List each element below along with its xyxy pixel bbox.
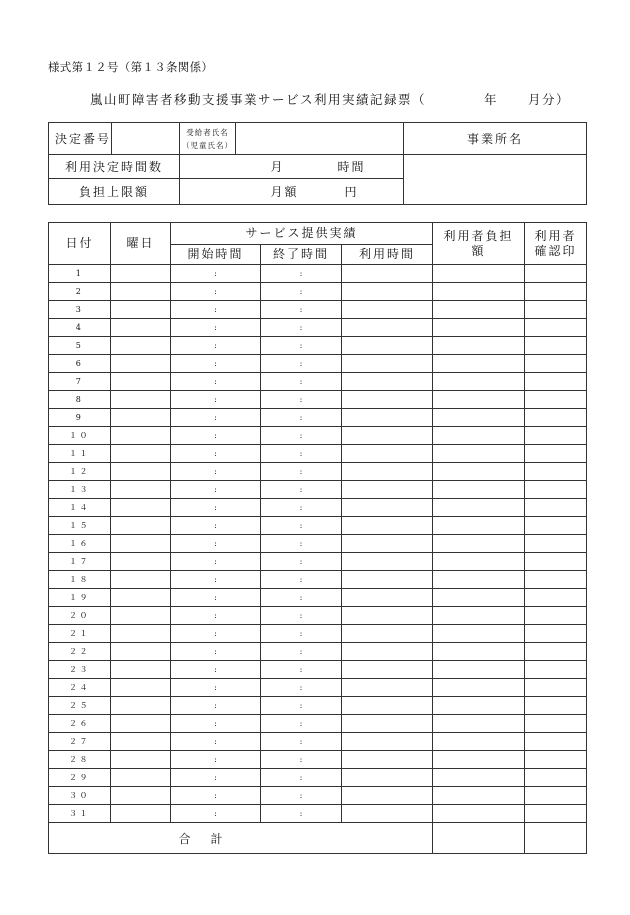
weekday-cell[interactable] (111, 661, 171, 679)
end-time-cell[interactable]: : (261, 265, 342, 283)
start-time-cell[interactable]: : (171, 571, 261, 589)
start-time-cell[interactable]: : (171, 769, 261, 787)
start-time-cell[interactable]: : (171, 787, 261, 805)
user-seal-cell[interactable] (525, 625, 587, 643)
user-seal-cell[interactable] (525, 391, 587, 409)
table-row (49, 337, 587, 355)
table-row (49, 553, 587, 571)
decision-number-value[interactable] (112, 123, 180, 155)
weekday-cell[interactable] (111, 265, 171, 283)
user-seal-cell[interactable] (525, 517, 587, 535)
end-time-cell[interactable]: : (261, 571, 342, 589)
usage-time-cell[interactable] (342, 787, 433, 805)
weekday-cell[interactable] (111, 589, 171, 607)
weekday-cell[interactable] (111, 517, 171, 535)
usage-time-cell[interactable] (342, 805, 433, 823)
start-time-cell[interactable]: : (171, 391, 261, 409)
end-time-cell[interactable]: : (261, 427, 342, 445)
office-name-label: 事業所名 (404, 123, 587, 155)
total-burden-value[interactable] (433, 823, 525, 854)
end-time-cell[interactable]: : (261, 787, 342, 805)
table-row (49, 535, 587, 553)
day-number: 7 (49, 373, 111, 391)
usage-time-cell[interactable] (342, 517, 433, 535)
start-time-cell[interactable]: : (171, 679, 261, 697)
start-time-cell[interactable]: : (171, 445, 261, 463)
user-seal-cell[interactable] (525, 427, 587, 445)
usage-time-cell[interactable] (342, 265, 433, 283)
user-burden-cell[interactable] (433, 697, 525, 715)
office-name-value[interactable] (404, 155, 587, 205)
table-row (49, 517, 587, 535)
table-row (49, 805, 587, 823)
burden-limit-value[interactable] (180, 179, 404, 205)
user-seal-cell[interactable] (525, 553, 587, 571)
end-time-cell[interactable]: : (261, 391, 342, 409)
end-time-cell[interactable]: : (261, 715, 342, 733)
start-time-cell[interactable]: : (171, 733, 261, 751)
day-number: 5 (49, 337, 111, 355)
day-number: １３ (49, 481, 111, 499)
end-time-cell[interactable]: : (261, 697, 342, 715)
user-seal-cell[interactable] (525, 499, 587, 517)
usage-time-cell[interactable] (342, 481, 433, 499)
weekday-cell[interactable] (111, 337, 171, 355)
user-burden-cell[interactable] (433, 535, 525, 553)
user-seal-cell[interactable] (525, 715, 587, 733)
user-seal-cell[interactable] (525, 283, 587, 301)
weekday-cell[interactable] (111, 355, 171, 373)
usage-time-cell[interactable] (342, 553, 433, 571)
usage-time-cell[interactable] (342, 463, 433, 481)
end-time-cell[interactable]: : (261, 463, 342, 481)
start-time-cell[interactable]: : (171, 373, 261, 391)
user-seal-cell[interactable] (525, 679, 587, 697)
day-number: １５ (49, 517, 111, 535)
user-seal-cell[interactable] (525, 301, 587, 319)
weekday-cell[interactable] (111, 787, 171, 805)
end-time-cell[interactable]: : (261, 679, 342, 697)
weekday-cell[interactable] (111, 697, 171, 715)
user-seal-cell[interactable] (525, 661, 587, 679)
user-seal-cell[interactable] (525, 319, 587, 337)
hours-unit: 時間 (337, 160, 366, 174)
start-time-cell[interactable]: : (171, 265, 261, 283)
user-burden-cell[interactable] (433, 517, 525, 535)
weekday-cell[interactable] (111, 427, 171, 445)
usage-time-cell[interactable] (342, 445, 433, 463)
weekday-cell[interactable] (111, 301, 171, 319)
recipient-name-label (180, 123, 236, 155)
user-seal-cell[interactable] (525, 337, 587, 355)
user-seal-cell[interactable] (525, 697, 587, 715)
day-number: １８ (49, 571, 111, 589)
user-burden-cell[interactable] (433, 679, 525, 697)
day-number: １４ (49, 499, 111, 517)
day-number: １２ (49, 463, 111, 481)
start-time-cell[interactable]: : (171, 427, 261, 445)
start-time-cell[interactable]: : (171, 553, 261, 571)
decision-number-label: 決定番号 (49, 123, 112, 155)
end-time-cell[interactable]: : (261, 661, 342, 679)
day-number: １９ (49, 589, 111, 607)
user-burden-cell[interactable] (433, 409, 525, 427)
start-time-cell[interactable]: : (171, 481, 261, 499)
child-label-line: （児童氏名） (182, 140, 233, 150)
start-time-cell[interactable]: : (171, 355, 261, 373)
day-number: ２１ (49, 625, 111, 643)
start-time-cell[interactable]: : (171, 589, 261, 607)
usage-time-cell[interactable] (342, 355, 433, 373)
user-burden-cell[interactable] (433, 463, 525, 481)
user-seal-cell[interactable] (525, 373, 587, 391)
total-label: 合計 (49, 823, 433, 854)
user-seal-cell[interactable] (525, 805, 587, 823)
weekday-cell[interactable] (111, 553, 171, 571)
table-row (49, 391, 587, 409)
user-burden-cell[interactable] (433, 265, 525, 283)
header-date: 日付 (49, 223, 111, 265)
table-row (49, 733, 587, 751)
user-burden-cell[interactable] (433, 283, 525, 301)
day-number: １６ (49, 535, 111, 553)
day-number: ２９ (49, 769, 111, 787)
weekday-cell[interactable] (111, 481, 171, 499)
usage-time-cell[interactable] (342, 589, 433, 607)
end-time-cell[interactable]: : (261, 517, 342, 535)
start-time-cell[interactable]: : (171, 751, 261, 769)
day-number: 4 (49, 319, 111, 337)
weekday-cell[interactable] (111, 499, 171, 517)
end-time-cell[interactable]: : (261, 355, 342, 373)
start-time-cell[interactable]: : (171, 535, 261, 553)
user-burden-cell[interactable] (433, 751, 525, 769)
day-number: ２５ (49, 697, 111, 715)
usage-time-cell[interactable] (342, 499, 433, 517)
usage-time-cell[interactable] (342, 679, 433, 697)
user-seal-cell[interactable] (525, 355, 587, 373)
user-seal-cell[interactable] (525, 787, 587, 805)
usage-time-cell[interactable] (342, 733, 433, 751)
table-row (49, 679, 587, 697)
end-time-cell[interactable]: : (261, 409, 342, 427)
user-burden-cell[interactable] (433, 805, 525, 823)
user-seal-cell[interactable] (525, 751, 587, 769)
day-number: １７ (49, 553, 111, 571)
user-burden-cell[interactable] (433, 661, 525, 679)
title-month: 月分） (528, 92, 571, 107)
end-time-cell[interactable]: : (261, 805, 342, 823)
weekday-cell[interactable] (111, 679, 171, 697)
weekday-cell[interactable] (111, 463, 171, 481)
weekday-cell[interactable] (111, 445, 171, 463)
end-time-cell[interactable]: : (261, 535, 342, 553)
table-row (49, 283, 587, 301)
day-number: ２４ (49, 679, 111, 697)
usage-time-cell[interactable] (342, 409, 433, 427)
usage-time-cell[interactable] (342, 607, 433, 625)
weekday-cell[interactable] (111, 643, 171, 661)
usage-time-cell[interactable] (342, 625, 433, 643)
day-number: 2 (49, 283, 111, 301)
start-time-cell[interactable]: : (171, 517, 261, 535)
user-seal-cell[interactable] (525, 733, 587, 751)
header-user-burden: 利用者負担額 (433, 223, 525, 265)
start-time-cell[interactable]: : (171, 697, 261, 715)
end-time-cell[interactable]: : (261, 589, 342, 607)
end-time-cell[interactable]: : (261, 625, 342, 643)
document-title (90, 90, 590, 108)
end-time-cell[interactable]: : (261, 373, 342, 391)
table-row (49, 589, 587, 607)
day-number: ２０ (49, 607, 111, 625)
table-row (49, 715, 587, 733)
user-seal-cell[interactable] (525, 769, 587, 787)
usage-time-cell[interactable] (342, 427, 433, 445)
start-time-cell[interactable]: : (171, 625, 261, 643)
table-row (49, 769, 587, 787)
start-time-cell[interactable]: : (171, 337, 261, 355)
user-burden-cell[interactable] (433, 769, 525, 787)
end-time-cell[interactable]: : (261, 445, 342, 463)
start-time-cell[interactable]: : (171, 319, 261, 337)
user-seal-cell[interactable] (525, 643, 587, 661)
table-row (49, 625, 587, 643)
weekday-cell[interactable] (111, 391, 171, 409)
header-weekday: 曜日 (111, 223, 171, 265)
table-row (49, 301, 587, 319)
yen-unit: 円 (344, 185, 359, 199)
user-burden-cell[interactable] (433, 373, 525, 391)
usage-time-cell[interactable] (342, 571, 433, 589)
user-burden-cell[interactable] (433, 571, 525, 589)
usage-hours-value[interactable] (180, 155, 404, 179)
end-time-cell[interactable]: : (261, 481, 342, 499)
recipient-name-value[interactable] (236, 123, 404, 155)
user-seal-cell[interactable] (525, 481, 587, 499)
table-row (49, 787, 587, 805)
weekday-cell[interactable] (111, 751, 171, 769)
title-year: 年 (484, 92, 499, 107)
usage-time-cell[interactable] (342, 319, 433, 337)
weekday-cell[interactable] (111, 733, 171, 751)
user-burden-cell[interactable] (433, 553, 525, 571)
usage-time-cell[interactable] (342, 715, 433, 733)
usage-time-cell[interactable] (342, 283, 433, 301)
weekday-cell[interactable] (111, 805, 171, 823)
start-time-cell[interactable]: : (171, 805, 261, 823)
table-row (49, 643, 587, 661)
day-number: 3 (49, 301, 111, 319)
usage-time-cell[interactable] (342, 373, 433, 391)
month-unit: 月 (270, 160, 285, 174)
burden-limit-label: 負担上限額 (49, 179, 180, 205)
usage-time-cell[interactable] (342, 535, 433, 553)
monthly-amount-label: 月額 (270, 185, 299, 199)
end-time-cell[interactable]: : (261, 769, 342, 787)
weekday-cell[interactable] (111, 535, 171, 553)
end-time-cell[interactable]: : (261, 553, 342, 571)
day-number: ３１ (49, 805, 111, 823)
weekday-cell[interactable] (111, 409, 171, 427)
day-number: 6 (49, 355, 111, 373)
user-seal-cell[interactable] (525, 571, 587, 589)
start-time-cell[interactable]: : (171, 463, 261, 481)
day-number: １０ (49, 427, 111, 445)
weekday-cell[interactable] (111, 373, 171, 391)
user-seal-cell[interactable] (525, 409, 587, 427)
start-time-cell[interactable]: : (171, 409, 261, 427)
day-number: １１ (49, 445, 111, 463)
table-row (49, 427, 587, 445)
day-number: ２７ (49, 733, 111, 751)
user-burden-cell[interactable] (433, 319, 525, 337)
weekday-cell[interactable] (111, 625, 171, 643)
end-time-cell[interactable]: : (261, 733, 342, 751)
table-row (49, 607, 587, 625)
day-number: ２８ (49, 751, 111, 769)
end-time-cell[interactable]: : (261, 607, 342, 625)
end-time-cell[interactable]: : (261, 499, 342, 517)
usage-time-cell[interactable] (342, 769, 433, 787)
header-end-time: 終了時間 (261, 245, 342, 265)
table-row (49, 265, 587, 283)
user-burden-cell[interactable] (433, 607, 525, 625)
service-record-table (48, 222, 587, 854)
user-burden-cell[interactable] (433, 625, 525, 643)
usage-time-cell[interactable] (342, 301, 433, 319)
total-seal-value[interactable] (525, 823, 587, 854)
table-row (49, 499, 587, 517)
start-time-cell[interactable]: : (171, 715, 261, 733)
day-number: 8 (49, 391, 111, 409)
table-row (49, 355, 587, 373)
header-user-seal: 利用者確認印 (525, 223, 587, 265)
start-time-cell[interactable]: : (171, 661, 261, 679)
usage-hours-label: 利用決定時間数 (49, 155, 180, 179)
table-row (49, 571, 587, 589)
table-row (49, 445, 587, 463)
usage-time-cell[interactable] (342, 751, 433, 769)
end-time-cell[interactable]: : (261, 319, 342, 337)
start-time-cell[interactable]: : (171, 607, 261, 625)
user-burden-cell[interactable] (433, 445, 525, 463)
weekday-cell[interactable] (111, 769, 171, 787)
start-time-cell[interactable]: : (171, 499, 261, 517)
usage-time-cell[interactable] (342, 697, 433, 715)
user-burden-cell[interactable] (433, 643, 525, 661)
user-burden-cell[interactable] (433, 355, 525, 373)
day-number: 9 (49, 409, 111, 427)
table-row (49, 463, 587, 481)
title-main: 嵐山町障害者移動支援事業サービス利用実績記録票（ (90, 92, 427, 107)
weekday-cell[interactable] (111, 715, 171, 733)
day-rows (49, 265, 587, 823)
end-time-cell[interactable]: : (261, 643, 342, 661)
day-number: ２６ (49, 715, 111, 733)
table-row (49, 751, 587, 769)
user-seal-cell[interactable] (525, 589, 587, 607)
user-burden-cell[interactable] (433, 787, 525, 805)
start-time-cell[interactable]: : (171, 643, 261, 661)
user-burden-cell[interactable] (433, 337, 525, 355)
usage-time-cell[interactable] (342, 391, 433, 409)
table-row (49, 409, 587, 427)
start-time-cell[interactable]: : (171, 301, 261, 319)
day-number: ３０ (49, 787, 111, 805)
recipient-label-line: 受給者氏名 (186, 127, 229, 137)
end-time-cell[interactable]: : (261, 337, 342, 355)
day-number: 1 (49, 265, 111, 283)
header-service-record: サービス提供実績 (171, 223, 433, 245)
usage-time-cell[interactable] (342, 337, 433, 355)
header-start-time: 開始時間 (171, 245, 261, 265)
user-seal-cell[interactable] (525, 445, 587, 463)
user-seal-cell[interactable] (525, 463, 587, 481)
user-burden-cell[interactable] (433, 499, 525, 517)
user-seal-cell[interactable] (525, 607, 587, 625)
header-usage-time: 利用時間 (342, 245, 433, 265)
end-time-cell[interactable]: : (261, 283, 342, 301)
usage-time-cell[interactable] (342, 643, 433, 661)
end-time-cell[interactable]: : (261, 751, 342, 769)
day-number: ２３ (49, 661, 111, 679)
user-burden-cell[interactable] (433, 427, 525, 445)
end-time-cell[interactable]: : (261, 301, 342, 319)
user-burden-cell[interactable] (433, 301, 525, 319)
start-time-cell[interactable]: : (171, 283, 261, 301)
user-seal-cell[interactable] (525, 535, 587, 553)
weekday-cell[interactable] (111, 319, 171, 337)
user-burden-cell[interactable] (433, 589, 525, 607)
user-burden-cell[interactable] (433, 391, 525, 409)
table-row (49, 373, 587, 391)
weekday-cell[interactable] (111, 607, 171, 625)
table-row (49, 697, 587, 715)
weekday-cell[interactable] (111, 571, 171, 589)
usage-time-cell[interactable] (342, 661, 433, 679)
user-burden-cell[interactable] (433, 481, 525, 499)
day-number: ２２ (49, 643, 111, 661)
weekday-cell[interactable] (111, 283, 171, 301)
table-row (49, 661, 587, 679)
user-burden-cell[interactable] (433, 715, 525, 733)
header-table (48, 122, 587, 205)
user-burden-cell[interactable] (433, 733, 525, 751)
table-row (49, 481, 587, 499)
user-seal-cell[interactable] (525, 265, 587, 283)
table-row (49, 319, 587, 337)
form-number: 様式第１２号（第１３条関係） (48, 60, 214, 74)
